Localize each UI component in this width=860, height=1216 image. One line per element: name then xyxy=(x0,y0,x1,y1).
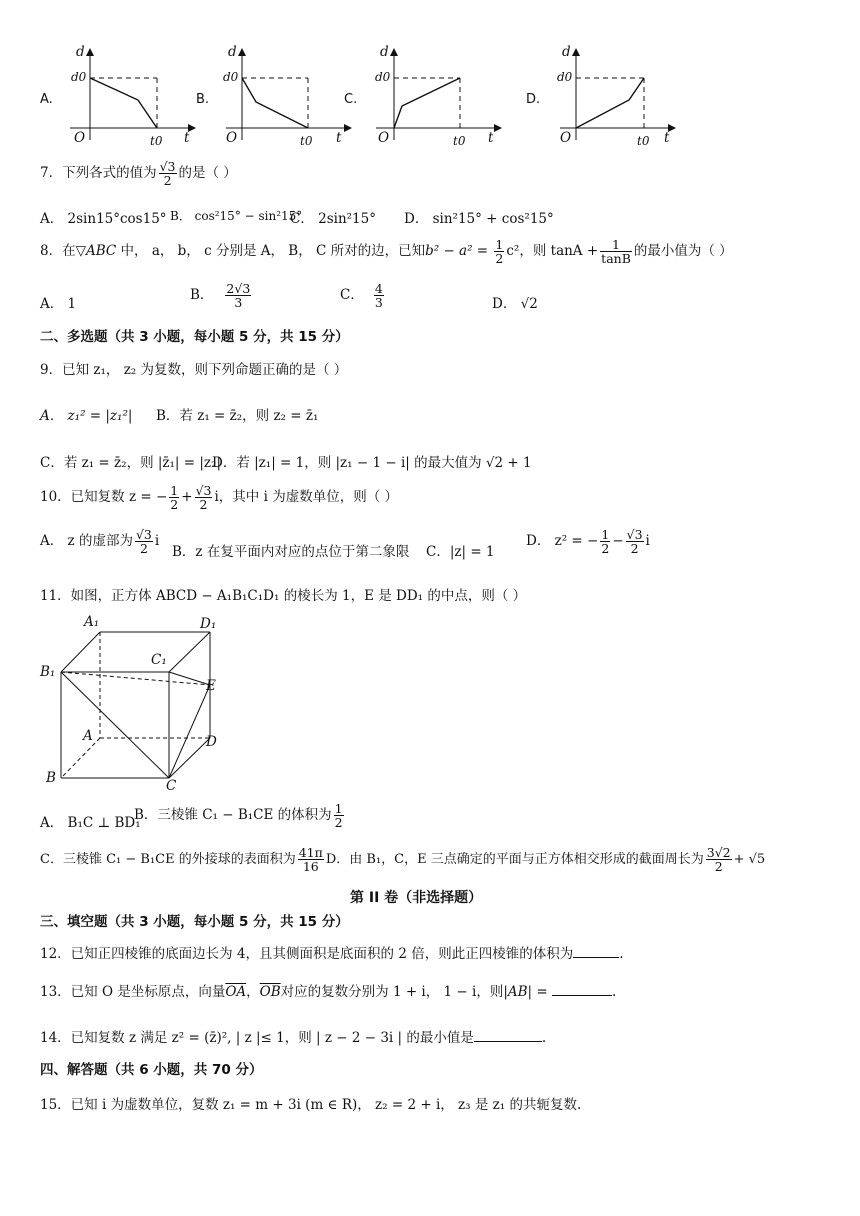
answer-blank[interactable] xyxy=(573,945,619,958)
q11-option-b xyxy=(134,802,346,829)
q8-option-b xyxy=(190,282,253,309)
answer-blank[interactable] xyxy=(474,1029,542,1042)
question-8-tail: 的最小值为（ ） xyxy=(633,243,733,260)
numerator: √3 xyxy=(159,159,176,174)
q7-option-b: B． cos²15° − sin²15° xyxy=(170,209,303,223)
axis-d-label: d xyxy=(380,44,389,60)
numerator: 3√2 xyxy=(706,845,731,860)
q9-option-a: A． z₁² = |z₁²| xyxy=(40,408,133,424)
vertex-b1-label: B₁ xyxy=(40,664,56,680)
option-d-text: D．由 B₁，C，E 三点确定的平面与正方体相交形成的截面周长为 xyxy=(325,852,704,868)
q8-option-a: A． 1 xyxy=(40,296,77,312)
question-14-text: 14．已知复数 z 满足 z² = (z̄)², | z |≤ 1，则 | z − 2 − 3i | 的最小值是 xyxy=(40,1030,474,1046)
q11-option-c-d xyxy=(40,846,765,873)
numerator: 2√3 xyxy=(226,281,251,296)
distance-time-graph xyxy=(526,40,686,152)
graph-option-b xyxy=(196,40,356,152)
graph-option-c xyxy=(344,40,504,152)
distance-time-graph xyxy=(344,40,504,152)
axis-origin-label: O xyxy=(226,130,238,146)
denominator: 16 xyxy=(302,859,319,875)
question-13-text: 13．已知 O 是坐标原点，向量 xyxy=(40,984,226,1000)
q9-option-b: B．若 z₁ = z̄₂，则 z₂ = z̄₁ xyxy=(156,408,319,424)
axis-d0-label: d0 xyxy=(223,70,239,84)
denominator: 2 xyxy=(601,541,610,557)
fraction xyxy=(169,484,179,511)
distance-time-graph xyxy=(40,40,200,152)
denominator: 2 xyxy=(630,541,639,557)
axis-t-label: t xyxy=(184,130,190,146)
axis-origin-label: O xyxy=(378,130,390,146)
question-9-text: 9．已知 z₁， z₂ 为复数，则下列命题正确的是（ ） xyxy=(40,362,348,378)
q10-option-b: B．z 在复平面内对应的点位于第二象限 xyxy=(172,544,410,560)
axis-t-label: t xyxy=(664,130,670,146)
vertex-c-label: C xyxy=(166,778,177,794)
axis-d-label: d xyxy=(562,44,571,60)
question-8-text: 8．在 xyxy=(40,243,76,260)
option-c-text: C．三棱锥 C₁ − B₁CE 的外接球的表面积为 xyxy=(40,852,296,868)
option-label: B. xyxy=(196,92,210,107)
vertex-a1-label: A₁ xyxy=(84,614,100,630)
question-7 xyxy=(40,160,237,187)
question-7-tail: 的是（ ） xyxy=(178,165,237,182)
axis-origin-label: O xyxy=(560,130,572,146)
question-10 xyxy=(40,484,398,511)
section-4-heading: 四、解答题（共 6 小题，共 70 分） xyxy=(40,1062,263,1078)
fraction xyxy=(298,846,324,873)
axis-d-label: d xyxy=(76,44,85,60)
distance-time-graph xyxy=(196,40,356,152)
fraction xyxy=(374,282,384,309)
axis-d0-label: d0 xyxy=(375,70,391,84)
option-label: A. xyxy=(40,92,53,107)
section-3-heading: 三、填空题（共 3 小题，每小题 5 分，共 15 分） xyxy=(40,914,349,930)
vertex-c1-label: C₁ xyxy=(151,652,167,668)
q10-option-a xyxy=(40,528,159,555)
option-label: C. xyxy=(344,92,358,107)
numerator: 1 xyxy=(170,483,179,498)
q10-option-c: C．|z| = 1 xyxy=(426,544,495,560)
condition-tail: c²，则 tanA + xyxy=(506,243,599,260)
q7-option-d: D． sin²15° + cos²15° xyxy=(404,211,554,227)
fraction xyxy=(135,528,153,555)
question-12-text: 12．已知正四棱锥的底面边长为 4，且其侧面积是底面积的 2 倍，则此正四棱锥的体积为 xyxy=(40,946,574,962)
denominator: tanB xyxy=(601,251,631,267)
question-8-text-b: 中， a， b， c 分别是 A， B， C 所对的边，已知 xyxy=(116,243,426,260)
equals: = xyxy=(532,984,553,1000)
period: . xyxy=(612,984,617,1000)
plus-sign: + xyxy=(181,489,193,506)
cube-diagram xyxy=(40,612,230,797)
q8-option-d: D． √2 xyxy=(492,296,538,312)
question-13-text-b: 对应的复数分别为 1 + i， 1 − i，则 xyxy=(280,984,504,1000)
q7-option-a: A． 2sin15°cos15° xyxy=(40,211,167,227)
question-7-text: 7．下列各式的值为 xyxy=(40,165,157,182)
question-12 xyxy=(40,942,624,962)
answer-blank[interactable] xyxy=(552,983,612,996)
numerator: 1 xyxy=(495,237,504,252)
axis-t0-label: t0 xyxy=(150,134,163,148)
vertex-d-label: D xyxy=(206,734,217,750)
denominator: 2 xyxy=(714,859,723,875)
volume-2-heading: 第 II 卷（非选择题） xyxy=(350,890,483,906)
option-text: D． z² = − xyxy=(526,533,599,550)
option-text: i xyxy=(645,533,650,550)
option-label: B． xyxy=(190,287,214,304)
denominator: 2 xyxy=(495,251,504,267)
q10-option-d xyxy=(526,528,650,555)
vector-oa: $\overline{OA}$ xyxy=(225,984,247,1000)
denominator: 2 xyxy=(163,173,172,189)
axis-t0-label: t0 xyxy=(453,134,466,148)
numerator: 1 xyxy=(600,238,632,252)
denominator: 2 xyxy=(199,497,208,513)
denominator: 2 xyxy=(170,497,179,513)
numerator: √3 xyxy=(626,527,643,542)
denominator: 3 xyxy=(374,295,383,311)
fraction xyxy=(334,802,344,829)
axis-t0-label: t0 xyxy=(300,134,313,148)
axis-t-label: t xyxy=(336,130,342,146)
q9-option-c: C．若 z₁ = z̄₂，则 |z̄₁| = |z₂| xyxy=(40,455,221,471)
numerator: 1 xyxy=(334,801,343,816)
fraction xyxy=(600,528,610,555)
q9-option-d: D．若 |z₁| = 1，则 |z₁ − 1 − i| 的最大值为 √2 + 1 xyxy=(212,455,532,471)
option-d-tail: + √5 xyxy=(733,852,766,868)
fraction xyxy=(626,528,644,555)
triangle-abc: ▽ABC xyxy=(75,243,117,260)
axis-t0-label: t0 xyxy=(637,134,650,148)
section-2-heading: 二、多选题（共 3 小题，每小题 5 分，共 15 分） xyxy=(40,329,349,345)
question-13 xyxy=(40,980,616,1000)
vector-ob: $\overline{OB}$ xyxy=(259,984,281,1000)
fraction xyxy=(706,846,732,873)
option-label: C． xyxy=(340,287,364,304)
denominator: 3 xyxy=(234,295,243,311)
question-14 xyxy=(40,1026,546,1046)
period: . xyxy=(541,1030,547,1046)
axis-origin-label: O xyxy=(74,130,86,146)
q11-option-a: A． B₁C ⊥ BD₁ xyxy=(40,815,141,831)
numerator: 41π xyxy=(298,845,323,860)
graph-option-a xyxy=(40,40,200,152)
minus-sign: − xyxy=(612,533,624,550)
axis-d-label: d xyxy=(228,44,237,60)
question-15-text: 15．已知 i 为虚数单位，复数 z₁ = m + 3i (m ∈ R)， z₂ = 2 + i， z₃ 是 z₁ 的共轭复数. xyxy=(40,1097,582,1113)
question-11-text: 11．如图，正方体 ABCD − A₁B₁C₁D₁ 的棱长为 1，E 是 DD₁ 的中点，则（ ） xyxy=(40,588,527,604)
option-label: D. xyxy=(526,92,541,107)
numerator: 1 xyxy=(601,527,610,542)
vertex-a-label: A xyxy=(83,728,93,744)
comma: ， xyxy=(246,984,260,1000)
axis-d0-label: d0 xyxy=(71,70,87,84)
numerator: √3 xyxy=(195,483,212,498)
vector-ab-magnitude: |AB| xyxy=(503,984,533,1000)
fraction xyxy=(159,160,177,187)
fraction xyxy=(195,484,213,511)
axis-t-label: t xyxy=(488,130,494,146)
q7-option-c: C． 2sin²15° xyxy=(290,211,376,227)
option-text: A． z 的虚部为 xyxy=(40,533,133,550)
option-text: i xyxy=(154,533,160,550)
vertex-e-label: E xyxy=(206,678,216,694)
q8-option-c xyxy=(340,282,386,309)
graph-option-d xyxy=(526,40,686,152)
numerator: 4 xyxy=(374,281,383,296)
fraction xyxy=(225,282,251,309)
vertex-b-label: B xyxy=(46,770,56,786)
denominator: 2 xyxy=(139,541,148,557)
period: . xyxy=(619,946,624,962)
numerator: √3 xyxy=(135,527,152,542)
fraction xyxy=(600,238,632,265)
vertex-d1-label: D₁ xyxy=(200,616,217,632)
question-10-text: 10．已知复数 z = − xyxy=(40,489,168,506)
denominator: 2 xyxy=(334,815,343,831)
cube-figure xyxy=(40,612,230,797)
question-8 xyxy=(40,238,733,265)
question-10-tail: i，其中 i 为虚数单位，则（ ） xyxy=(214,489,398,506)
fraction xyxy=(494,238,504,265)
option-text: B．三棱锥 C₁ − B₁CE 的体积为 xyxy=(134,807,332,824)
condition: b² − a² = xyxy=(425,243,493,260)
axis-d0-label: d0 xyxy=(557,70,573,84)
